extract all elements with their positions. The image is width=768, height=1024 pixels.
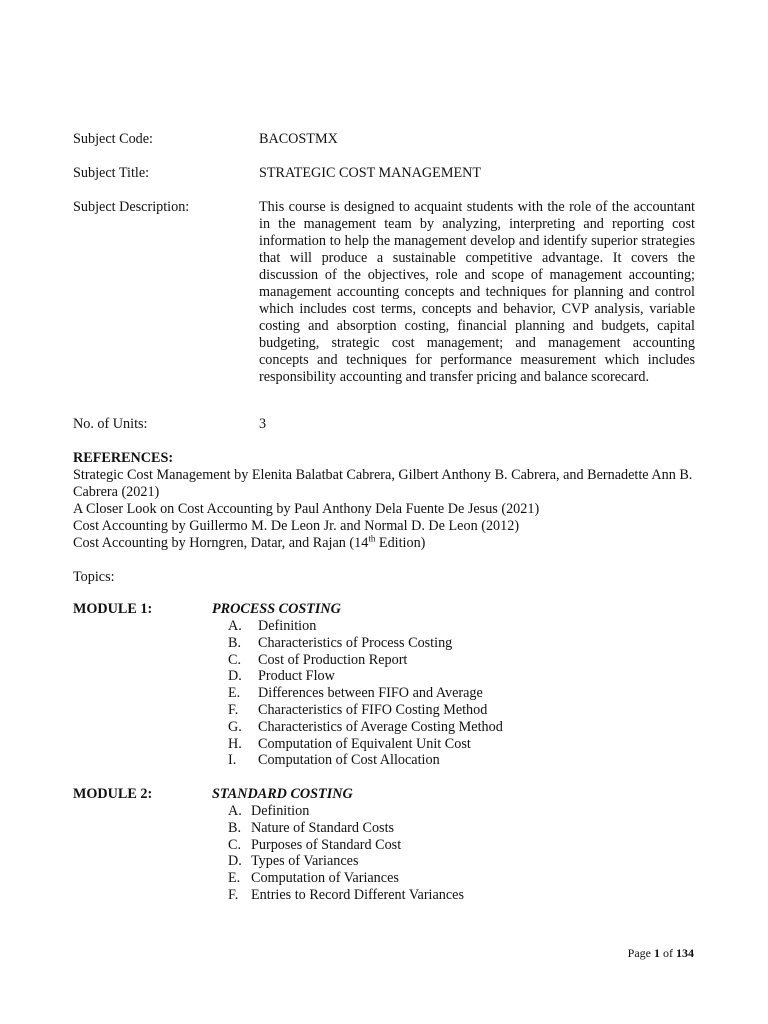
- subject-code-value: BACOSTMX: [259, 131, 338, 147]
- list-text: Computation of Variances: [251, 870, 399, 887]
- list-text: Types of Variances: [251, 853, 359, 870]
- list-letter: D.: [228, 853, 242, 870]
- list-letter: E.: [228, 685, 241, 702]
- reference-item: Strategic Cost Management by Elenita Balatbat Cabrera, Gilbert Anthony B. Cabrera, and Bernadette Ann B. Cabrera (2021): [73, 467, 693, 500]
- list-letter: I.: [228, 752, 237, 769]
- subject-description-label: Subject Description:: [73, 199, 190, 215]
- module-label: MODULE 2:: [73, 786, 153, 802]
- list-letter: H.: [228, 735, 242, 752]
- list-letter: C.: [228, 651, 242, 668]
- units-value: 3: [259, 416, 267, 432]
- list-text: Product Flow: [258, 668, 335, 685]
- list-text: Computation of Cost Allocation: [258, 752, 440, 769]
- list-letter: G.: [228, 718, 242, 735]
- list-text: Cost of Production Report: [258, 651, 408, 668]
- subject-description-value: This course is designed to acquaint students with the role of the accountant in the management team by analyzing, interpreting and reporting cost information to help the management develop and identify superior strategies that will produce a sustainable competitive advantage. It covers the discussion of the objectives, role and scope of management accounting; management accounting concepts and techniques for planning and control which includes cost terms, concepts and behavior, CVP analysis, variable costing and absorption costing, financial planning and budgets, capital budgeting, strategic cost management; and management accounting concepts and techniques for performance measurement which includes responsibility accounting and transfer pricing and balance scorecard.: [259, 199, 695, 385]
- page-number: 1: [654, 946, 660, 960]
- page-footer: [628, 945, 694, 962]
- list-letter: C.: [228, 836, 242, 853]
- list-text: Differences between FIFO and Average: [258, 685, 483, 702]
- list-text: Computation of Equivalent Unit Cost: [258, 735, 471, 752]
- module-title: PROCESS COSTING: [212, 601, 341, 617]
- list-letter: F.: [228, 701, 239, 718]
- page-total: 134: [676, 946, 694, 960]
- reference-superscript: th: [368, 533, 376, 544]
- references-list: [73, 467, 713, 552]
- reference-text: Cost Accounting by Horngren, Datar, and Rajan (14: [73, 535, 369, 551]
- subject-title-value: STRATEGIC COST MANAGEMENT: [259, 165, 482, 181]
- reference-text: Edition): [375, 535, 426, 551]
- list-letter: F.: [228, 886, 239, 903]
- reference-item: Cost Accounting by Guillermo M. De Leon Jr. and Normal D. De Leon (2012): [73, 518, 520, 534]
- list-letter: B.: [228, 634, 242, 651]
- module-label: MODULE 1:: [73, 601, 153, 617]
- subject-title-label: Subject Title:: [73, 165, 150, 181]
- topics-label: Topics:: [73, 569, 115, 585]
- list-letter: A.: [228, 803, 242, 819]
- list-text: Characteristics of Average Costing Method: [258, 718, 503, 735]
- list-letter: D.: [228, 668, 242, 685]
- list-text: Nature of Standard Costs: [251, 819, 395, 836]
- list-text: Characteristics of FIFO Costing Method: [258, 701, 488, 718]
- units-label: No. of Units:: [73, 416, 148, 432]
- list-text: Definition: [251, 803, 310, 819]
- list-letter: B.: [228, 819, 242, 836]
- list-text: Entries to Record Different Variances: [251, 886, 464, 903]
- reference-item: [73, 535, 713, 552]
- list-letter: A.: [228, 618, 242, 634]
- module-title: STANDARD COSTING: [212, 786, 353, 802]
- list-text: Definition: [258, 618, 317, 634]
- page-mid: of: [660, 946, 676, 960]
- reference-item: A Closer Look on Cost Accounting by Paul Anthony Dela Fuente De Jesus (2021): [73, 501, 540, 517]
- subject-code-label: Subject Code:: [73, 131, 153, 147]
- references-heading: REFERENCES:: [73, 450, 174, 466]
- list-text: Purposes of Standard Cost: [251, 836, 402, 853]
- list-text: Characteristics of Process Costing: [258, 634, 453, 651]
- page-prefix: Page: [627, 946, 654, 960]
- list-letter: E.: [228, 870, 241, 887]
